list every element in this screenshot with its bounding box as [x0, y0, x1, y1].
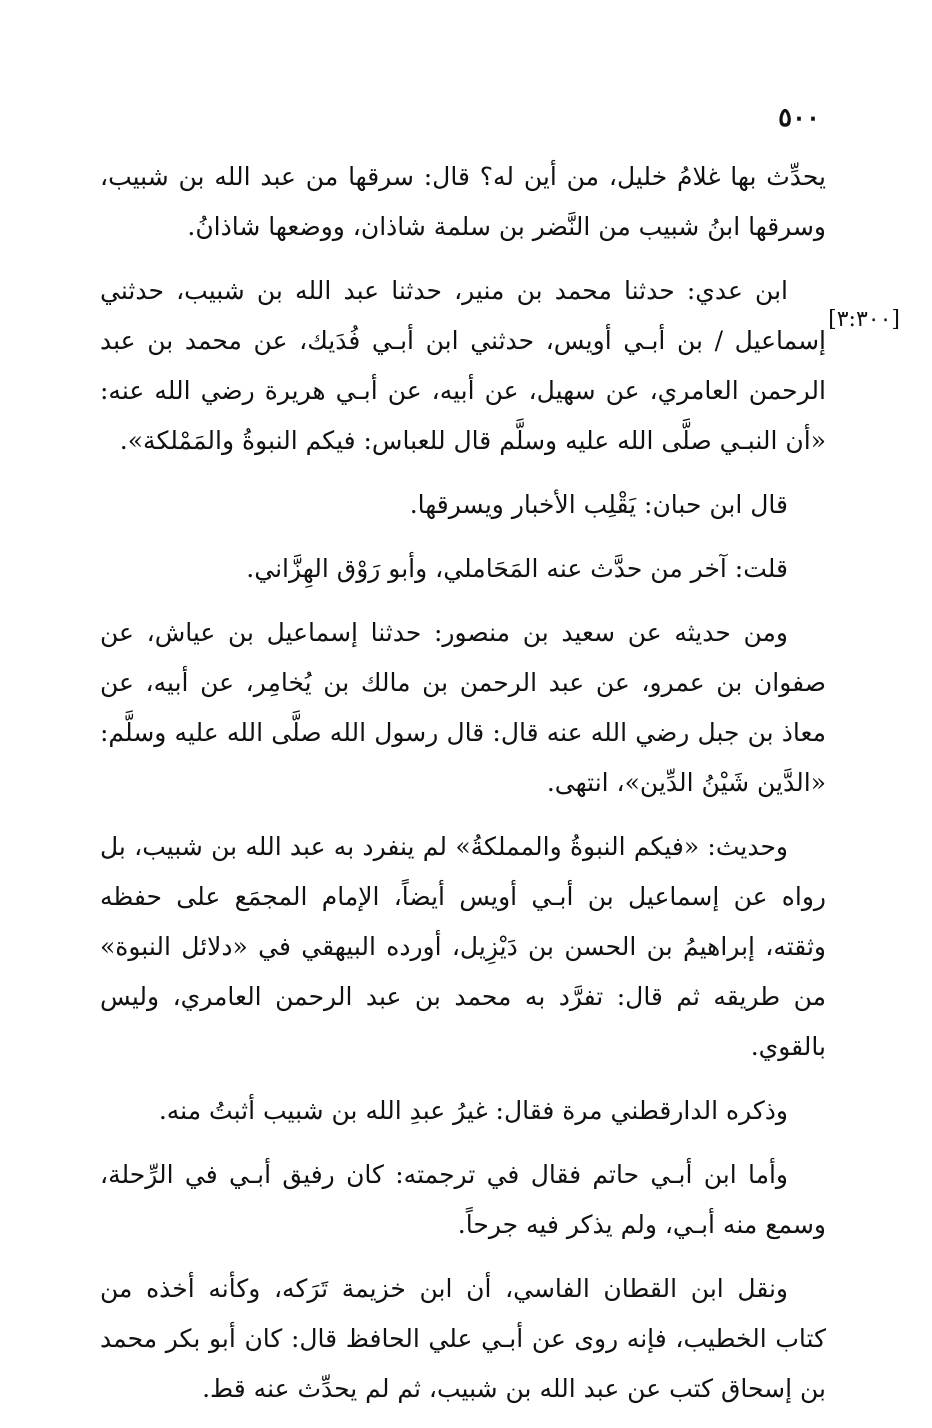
paragraph-7: وذكره الدارقطني مرة فقال: غيرُ عبدِ الله بن شبيب أثبتُ منه. — [158, 1096, 788, 1125]
paragraph-9: ونقل ابن القطان الفاسي، أن ابن خزيمة تَرَكه، وكأنه أخذه من كتاب الخطيب، فإنه روى عن أبـي علي الحافظ قال: كان أبو بكر محمد بن إسحاق كتب عن عبد الله بن شبيب، ثم لم يحدِّث عنه قط. — [100, 1274, 826, 1403]
paragraph-8: وأما ابن أبـي حاتم فقال في ترجمته: كان رفيق أبـي في الرِّحلة، وسمع منه أبـي، ولم يذكر فيه جرحاً. — [100, 1160, 826, 1239]
paragraph-2: ابن عدي: حدثنا محمد بن منير، حدثنا عبد الله بن شبيب، حدثني إسماعيل / بن أبـي أويس، حدثني ابن أبـي فُدَيك، عن محمد بن عبد الرحمن العامري، عن سهيل، عن أبيه، عن أبـي هريرة رضي الله عنه: «أن النبـي صلَّى الله عليه وسلَّم قال للعباس: فيكم النبوةُ والمَمْلكة». — [100, 276, 826, 455]
paragraph-4: قلت: آخر من حدَّث عنه المَحَاملي، وأبو رَوْق الهِزَّاني. — [246, 554, 788, 583]
page-number: ٥٠٠ — [778, 103, 820, 133]
margin-reference: [٣:٣٠٠] — [828, 307, 900, 332]
paragraph-6: وحديث: «فيكم النبوةُ والمملكةُ» لم ينفرد به عبد الله بن شبيب، بل رواه عن إسماعيل بن أبـي أويس أيضاً، الإمام المجمَع على حفظه وثقته، إبراهيمُ بن الحسن بن دَيْزِيل، أورده البيهقي في «دلائل النبوة» من طريقه ثم قال: تفرَّد به محمد بن عبد الرحمن العامري، وليس بالقوي. — [100, 832, 826, 1061]
paragraph-1: يحدِّث بها غلامُ خليل، من أين له؟ قال: سرقها من عبد الله بن شبيب، وسرقها ابنُ شبيب من النَّضر بن سلمة شاذان، ووضعها شاذانُ. — [100, 162, 826, 241]
paragraph-3: قال ابن حبان: يَقْلِب الأخبار ويسرقها. — [409, 490, 788, 519]
paragraph-5: ومن حديثه عن سعيد بن منصور: حدثنا إسماعيل بن عياش، عن صفوان بن عمرو، عن عبد الرحمن بن مالك بن يُخامِر، عن أبيه، عن معاذ بن جبل رضي الله عنه قال: قال رسول الله صلَّى الله عليه وسلَّم: «الدَّين شَيْنُ الدِّين»، انتهى. — [100, 618, 826, 797]
main-text — [100, 152, 826, 1428]
